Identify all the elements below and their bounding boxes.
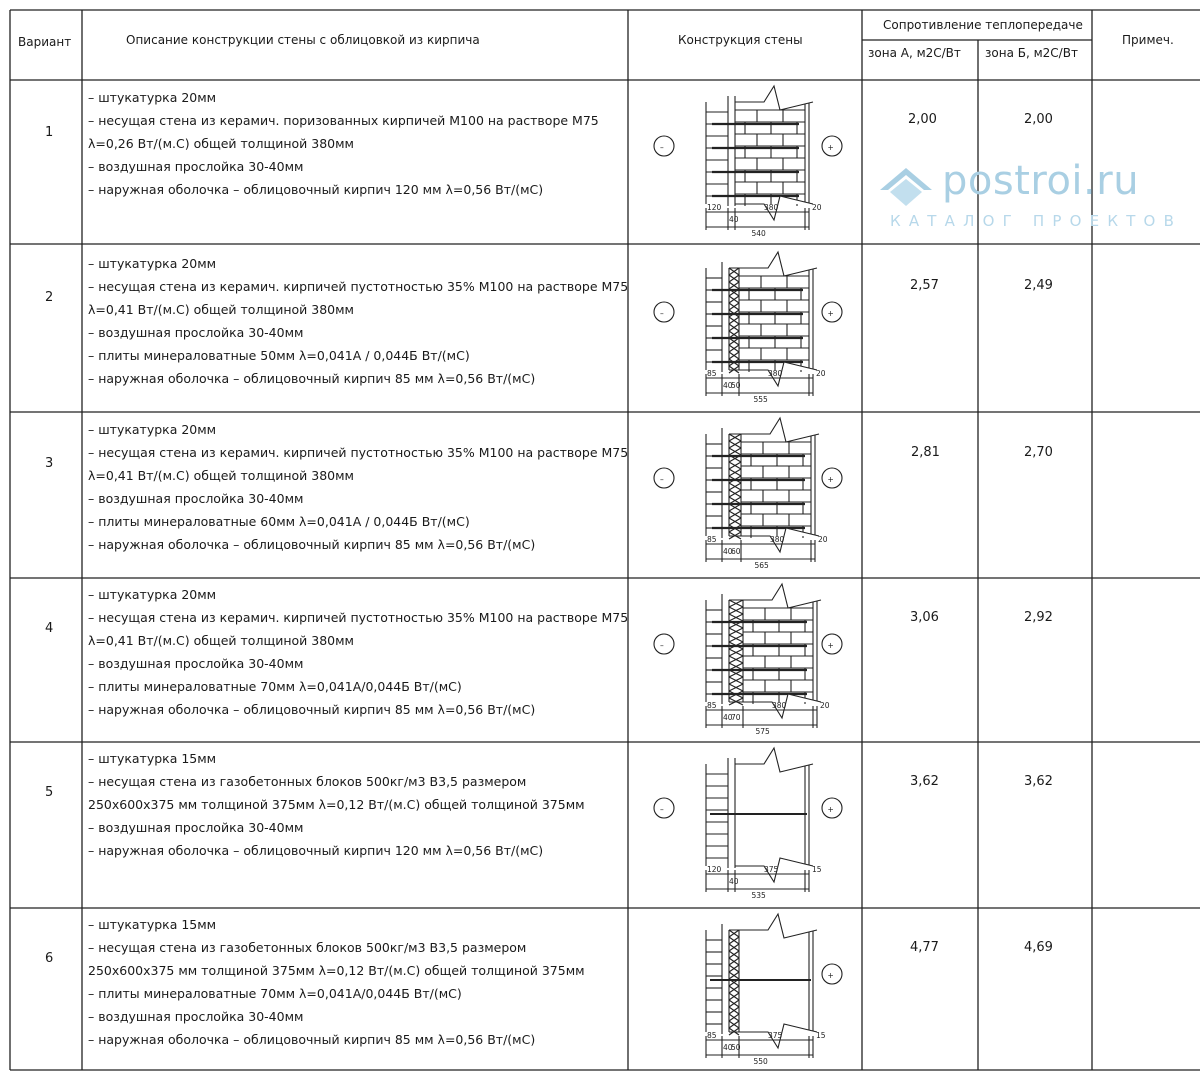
zone-a-value: 2,00 bbox=[908, 112, 937, 127]
dimension-label: 15 bbox=[812, 865, 822, 874]
header-zone-b: зона Б, м2С/Вт bbox=[985, 46, 1078, 60]
description-line: – штукатурка 20мм bbox=[88, 587, 217, 602]
description-line: λ=0,41 Вт/(м.С) общей толщиной 380мм bbox=[88, 302, 354, 317]
dimension-label: 20 bbox=[812, 203, 822, 212]
description-line: – наружная оболочка – облицовочный кирпич 85 мм λ=0,56 Вт/(мС) bbox=[88, 371, 536, 386]
minus-sign-label: – bbox=[660, 309, 664, 318]
dimension-label: 380 bbox=[770, 535, 785, 544]
minus-sign-label: – bbox=[660, 805, 664, 814]
wall-section-diagram bbox=[630, 582, 860, 742]
description-line: – штукатурка 20мм bbox=[88, 90, 217, 105]
description-line: – штукатурка 20мм bbox=[88, 422, 217, 437]
description-line: – несущая стена из керамич. кирпичей пустотностью 35% М100 на растворе М75 bbox=[88, 279, 629, 294]
dimension-label: 40 bbox=[729, 877, 739, 886]
minus-sign-icon bbox=[654, 302, 674, 322]
dimension-label: 375 bbox=[768, 1031, 783, 1040]
description-line: – воздушная прослойка 30-40мм bbox=[88, 656, 304, 671]
description-line: – наружная оболочка – облицовочный кирпич 85 мм λ=0,56 Вт/(мС) bbox=[88, 702, 536, 717]
variant-number: 2 bbox=[45, 290, 54, 305]
break-line-top bbox=[735, 748, 813, 772]
description-line: – плиты минераловатные 50мм λ=0,041А / 0,044Б Вт/(мС) bbox=[88, 348, 470, 363]
dimension-label: 60 bbox=[731, 547, 741, 556]
variant-number: 4 bbox=[45, 621, 54, 636]
dimension-label: 40 bbox=[723, 1043, 733, 1052]
watermark-name: postroi.ru bbox=[942, 158, 1140, 204]
watermark bbox=[872, 150, 1192, 240]
header-resistance: Сопротивление теплопередаче bbox=[883, 18, 1083, 32]
header-construction: Конструкция стены bbox=[678, 33, 803, 47]
minus-sign-label: – bbox=[660, 475, 664, 484]
wall-section-diagram bbox=[630, 912, 860, 1072]
minus-sign-icon bbox=[654, 634, 674, 654]
zone-a-value: 3,06 bbox=[910, 610, 939, 625]
dimension-label: 50 bbox=[731, 381, 741, 390]
wall-section-diagram bbox=[630, 84, 860, 244]
dimension-label: 20 bbox=[816, 369, 826, 378]
dimension-label: 380 bbox=[764, 203, 779, 212]
zone-b-value: 2,70 bbox=[1024, 445, 1053, 460]
dimension-label: 375 bbox=[764, 865, 779, 874]
description-line: – несущая стена из керамич. поризованных кирпичей М100 на растворе М75 bbox=[88, 113, 599, 128]
zone-a-value: 4,77 bbox=[910, 940, 939, 955]
minus-sign-icon bbox=[654, 468, 674, 488]
dimension-label: 120 bbox=[707, 203, 722, 212]
break-line-top bbox=[729, 914, 817, 938]
dimension-label: 40 bbox=[723, 381, 733, 390]
zone-a-value: 3,62 bbox=[910, 774, 939, 789]
description-line: – воздушная прослойка 30-40мм bbox=[88, 491, 304, 506]
dimension-label: 565 bbox=[754, 561, 769, 570]
description-line: – несущая стена из газобетонных блоков 500кг/м3 В3,5 размером bbox=[88, 774, 527, 789]
description-line: – плиты минераловатные 70мм λ=0,041А/0,044Б Вт/(мС) bbox=[88, 986, 462, 1001]
variant-number: 5 bbox=[45, 785, 54, 800]
dimension-label: 575 bbox=[755, 727, 770, 736]
minus-sign-icon bbox=[654, 136, 674, 156]
variant-number: 6 bbox=[45, 951, 54, 966]
variant-number: 1 bbox=[45, 125, 54, 140]
wall-section-diagram bbox=[630, 416, 860, 576]
description-line: – наружная оболочка – облицовочный кирпич 120 мм λ=0,56 Вт/(мС) bbox=[88, 843, 544, 858]
plus-sign-label: + bbox=[827, 475, 834, 484]
zone-a-value: 2,57 bbox=[910, 278, 939, 293]
header-notes: Примеч. bbox=[1122, 33, 1174, 47]
plus-sign-label: + bbox=[827, 805, 834, 814]
plus-sign-label: + bbox=[827, 143, 834, 152]
zone-b-value: 2,49 bbox=[1024, 278, 1053, 293]
description-line: λ=0,26 Вт/(м.С) общей толщиной 380мм bbox=[88, 136, 354, 151]
wall-section-diagram bbox=[630, 250, 860, 410]
description-line: – несущая стена из керамич. кирпичей пустотностью 35% М100 на растворе М75 bbox=[88, 610, 629, 625]
description-line: – воздушная прослойка 30-40мм bbox=[88, 820, 304, 835]
description-line: λ=0,41 Вт/(м.С) общей толщиной 380мм bbox=[88, 468, 354, 483]
dimension-label: 15 bbox=[816, 1031, 826, 1040]
description-line: – штукатурка 15мм bbox=[88, 751, 217, 766]
description-line: – воздушная прослойка 30-40мм bbox=[88, 159, 304, 174]
dimension-label: 85 bbox=[707, 369, 717, 378]
dimension-label: 40 bbox=[723, 713, 733, 722]
dimension-label: 85 bbox=[707, 1031, 717, 1040]
dimension-label: 535 bbox=[751, 891, 766, 900]
description-line: – несущая стена из керамич. кирпичей пустотностью 35% М100 на растворе М75 bbox=[88, 445, 629, 460]
zone-a-value: 2,81 bbox=[911, 445, 940, 460]
dimension-label: 85 bbox=[707, 701, 717, 710]
plus-sign-label: + bbox=[827, 641, 834, 650]
description-line: – штукатурка 20мм bbox=[88, 256, 217, 271]
description-line: – наружная оболочка – облицовочный кирпич 85 мм λ=0,56 Вт/(мС) bbox=[88, 537, 536, 552]
minus-sign-icon bbox=[654, 798, 674, 818]
dimension-label: 20 bbox=[820, 701, 830, 710]
description-line: – воздушная прослойка 30-40мм bbox=[88, 1009, 304, 1024]
zone-b-value: 4,69 bbox=[1024, 940, 1053, 955]
dimension-label: 50 bbox=[731, 1043, 741, 1052]
wall-section-diagram bbox=[630, 746, 860, 906]
description-line: – плиты минераловатные 70мм λ=0,041А/0,044Б Вт/(мС) bbox=[88, 679, 462, 694]
description-line: – штукатурка 15мм bbox=[88, 917, 217, 932]
description-line: – наружная оболочка – облицовочный кирпич 85 мм λ=0,56 Вт/(мС) bbox=[88, 1032, 536, 1047]
break-line-top bbox=[729, 252, 817, 276]
dimension-label: 540 bbox=[751, 229, 766, 238]
break-line-top bbox=[729, 418, 819, 442]
description-line: λ=0,41 Вт/(м.С) общей толщиной 380мм bbox=[88, 633, 354, 648]
zone-b-value: 2,92 bbox=[1024, 610, 1053, 625]
description-line: – несущая стена из газобетонных блоков 500кг/м3 В3,5 размером bbox=[88, 940, 527, 955]
dimension-label: 85 bbox=[707, 535, 717, 544]
watermark-subtitle: КАТАЛОГ ПРОЕКТОВ bbox=[890, 212, 1183, 230]
dimension-label: 120 bbox=[707, 865, 722, 874]
minus-sign-label: – bbox=[660, 143, 664, 152]
dimension-label: 550 bbox=[753, 1057, 768, 1066]
variant-number: 3 bbox=[45, 456, 54, 471]
zone-b-value: 3,62 bbox=[1024, 774, 1053, 789]
minus-sign-label: – bbox=[660, 641, 664, 650]
description-line: – воздушная прослойка 30-40мм bbox=[88, 325, 304, 340]
zone-b-value: 2,00 bbox=[1024, 112, 1053, 127]
header-zone-a: зона А, м2С/Вт bbox=[868, 46, 961, 60]
plus-sign-label: + bbox=[827, 971, 834, 980]
header-description: Описание конструкции стены с облицовкой из кирпича bbox=[126, 33, 480, 47]
dimension-label: 40 bbox=[729, 215, 739, 224]
dimension-label: 555 bbox=[753, 395, 768, 404]
header-variant: Вариант bbox=[18, 35, 72, 49]
description-line: – наружная оболочка – облицовочный кирпич 120 мм λ=0,56 Вт/(мС) bbox=[88, 182, 544, 197]
description-line: 250х600х375 мм толщиной 375мм λ=0,12 Вт/(м.С) общей толщиной 375мм bbox=[88, 797, 585, 812]
house-logo-icon bbox=[876, 162, 936, 212]
dimension-label: 380 bbox=[772, 701, 787, 710]
plus-sign-label: + bbox=[827, 309, 834, 318]
description-line: – плиты минераловатные 60мм λ=0,041А / 0,044Б Вт/(мС) bbox=[88, 514, 470, 529]
dimension-label: 40 bbox=[723, 547, 733, 556]
description-line: 250х600х375 мм толщиной 375мм λ=0,12 Вт/(м.С) общей толщиной 375мм bbox=[88, 963, 585, 978]
dimension-label: 380 bbox=[768, 369, 783, 378]
break-line-top bbox=[735, 86, 813, 110]
dimension-label: 70 bbox=[731, 713, 741, 722]
dimension-label: 20 bbox=[818, 535, 828, 544]
